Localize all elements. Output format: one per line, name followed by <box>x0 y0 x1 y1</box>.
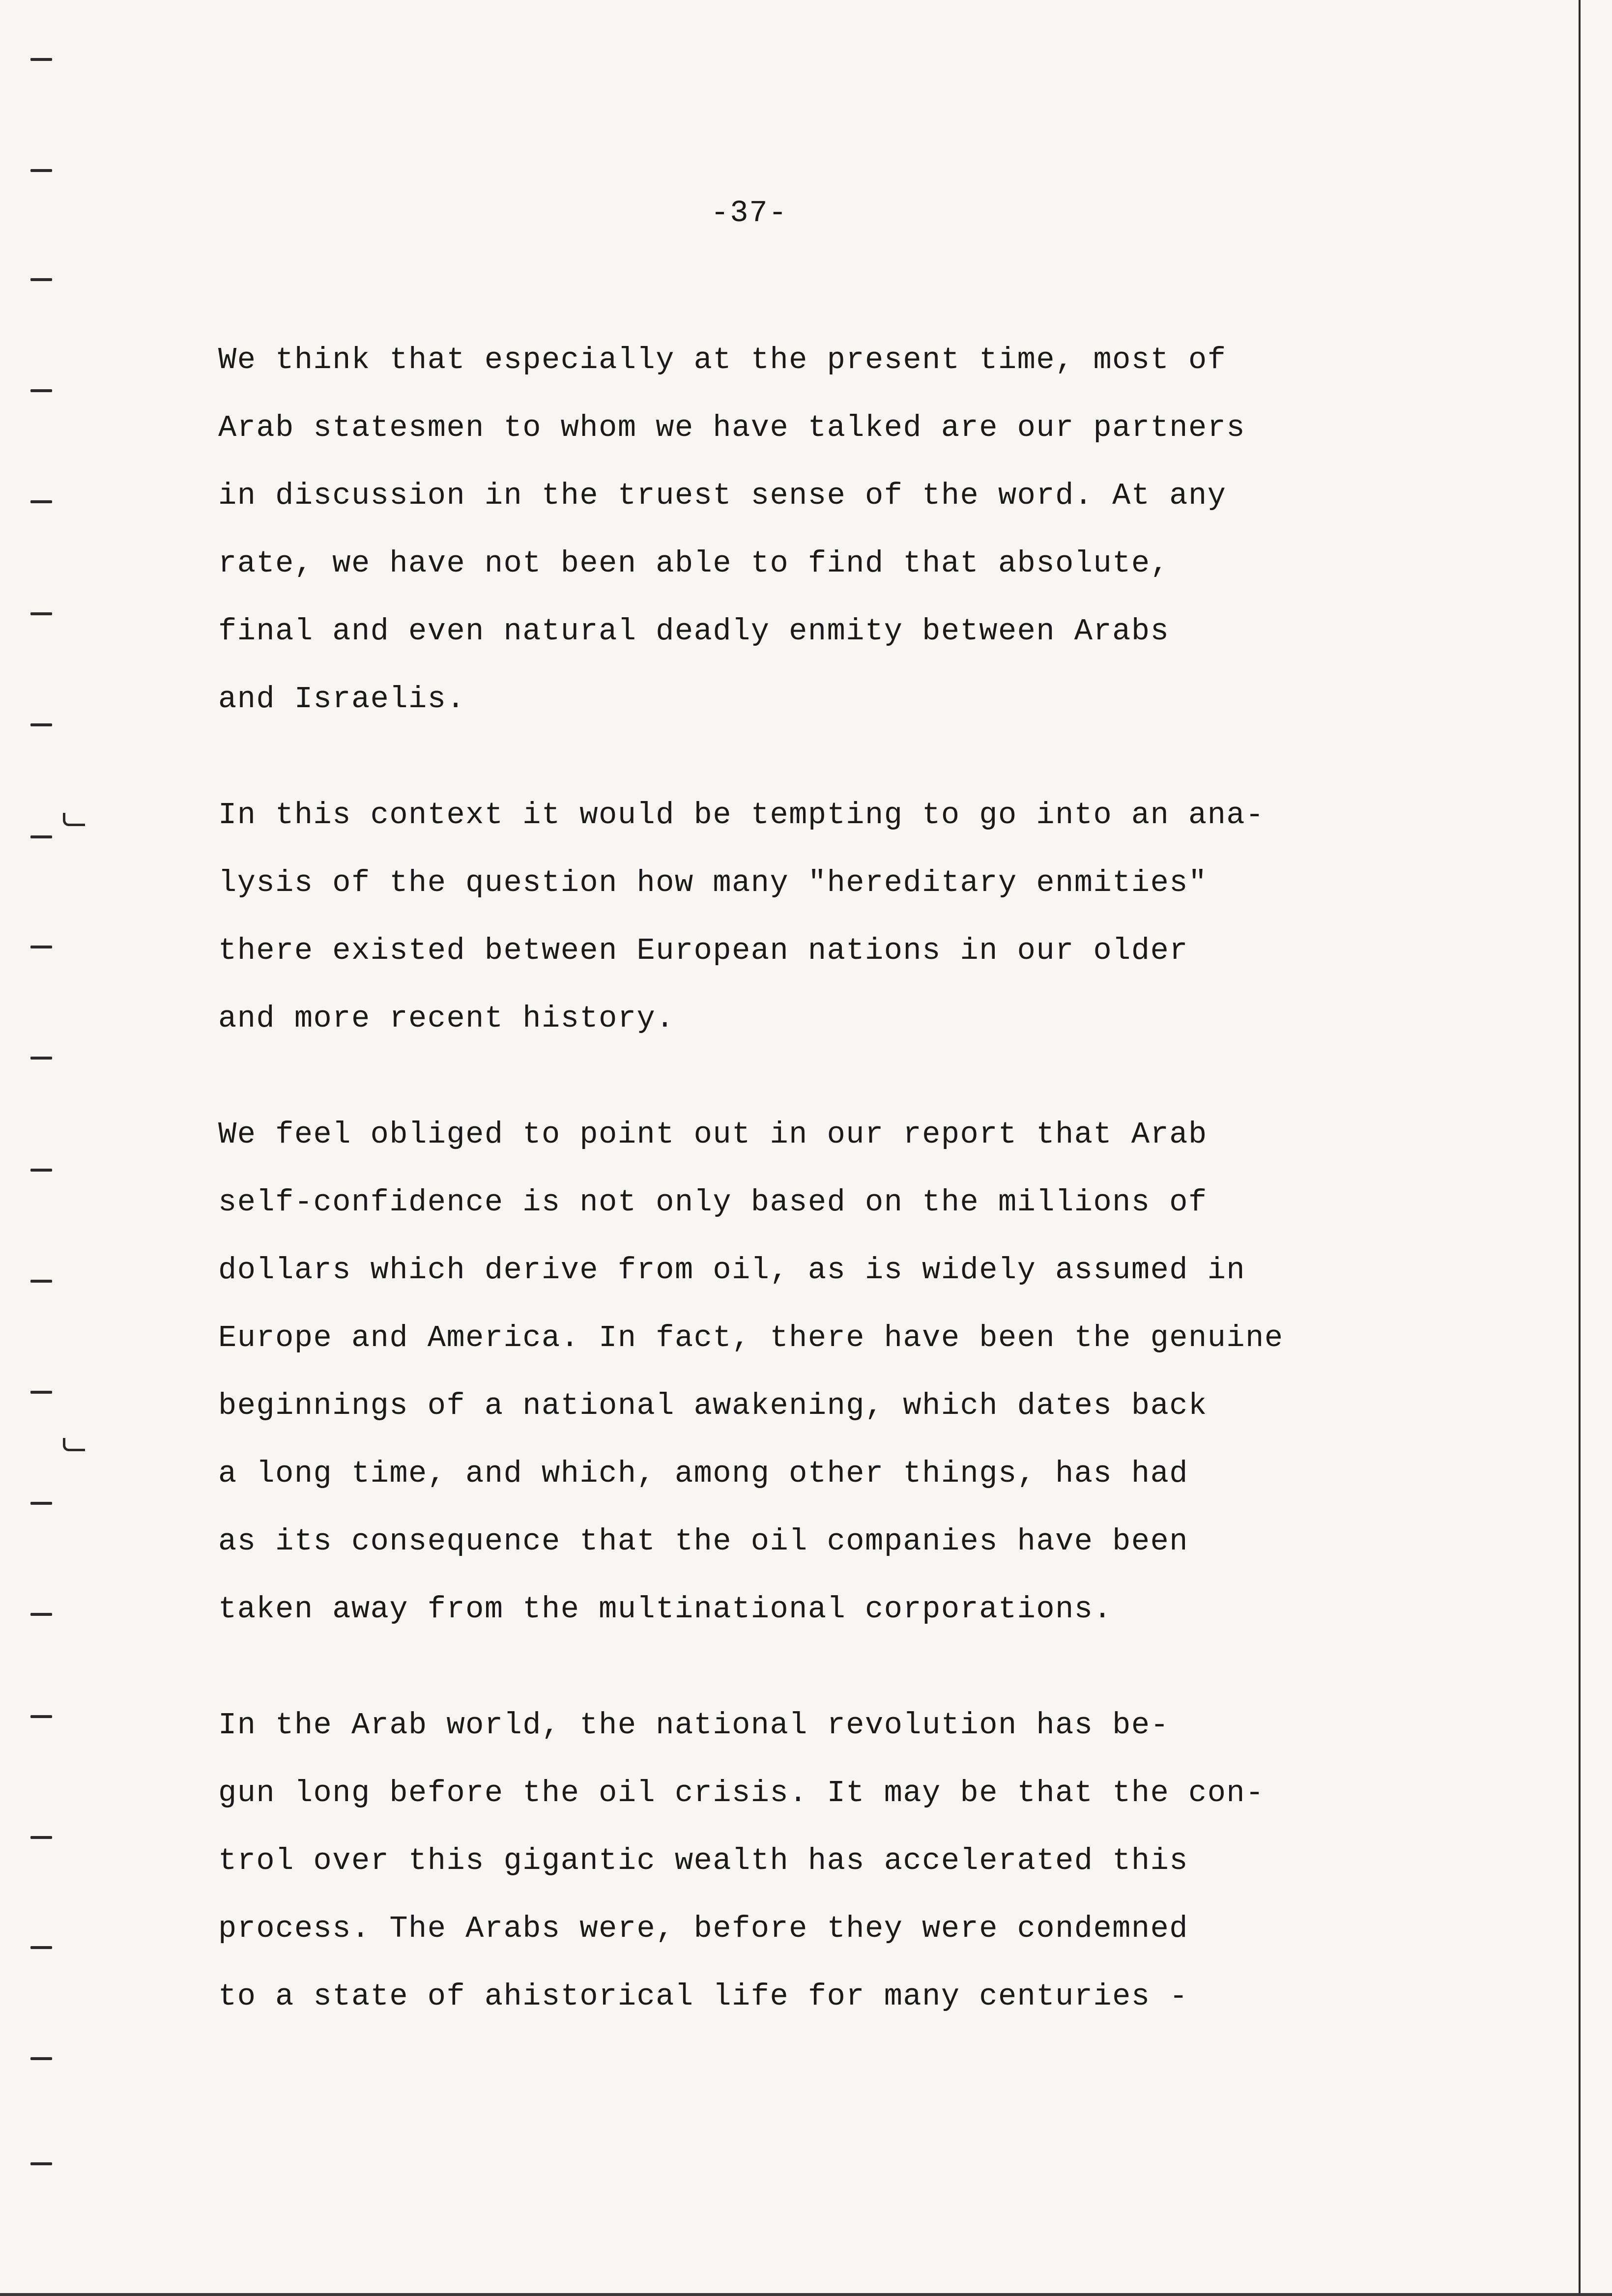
text-line: to a state of ahistorical life for many centuries - <box>218 1979 1189 2014</box>
text-line: process. The Arabs were, before they were condemned <box>218 1911 1189 1946</box>
margin-mark <box>30 1502 52 1505</box>
margin-mark <box>30 835 52 838</box>
margin-mark <box>30 169 52 172</box>
margin-mark <box>30 1613 52 1616</box>
margin-mark <box>30 723 52 726</box>
scan-bottom-border <box>0 2293 1612 2296</box>
body-text <box>218 326 1408 2031</box>
text-line: rate, we have not been able to find that absolute, <box>218 546 1170 581</box>
text-line: self-confidence is not only based on the millions of <box>218 1185 1208 1220</box>
text-line: and more recent history. <box>218 1001 675 1036</box>
text-line: We feel obliged to point out in our report that Arab <box>218 1117 1208 1152</box>
text-line: lysis of the question how many "hereditary enmities" <box>218 865 1208 900</box>
margin-mark <box>30 1715 52 1718</box>
text-line: and Israelis. <box>218 682 466 717</box>
margin-mark <box>30 2057 52 2060</box>
margin-mark <box>30 1391 52 1394</box>
text-line: there existed between European nations in our older <box>218 933 1189 968</box>
text-line: We think that especially at the present time, most of <box>218 343 1227 377</box>
text-line: in discussion in the truest sense of the word. At any <box>218 478 1227 513</box>
margin-mark <box>30 1169 52 1172</box>
paragraph <box>218 326 1408 733</box>
text-line: Europe and America. In fact, there have been the genuine <box>218 1320 1284 1355</box>
text-line: trol over this gigantic wealth has accelerated this <box>218 1843 1189 1878</box>
margin-tick <box>63 1438 85 1451</box>
paragraph <box>218 1692 1408 2031</box>
text-line: dollars which derive from oil, as is widely assumed in <box>218 1253 1246 1288</box>
text-line: gun long before the oil crisis. It may be that the con- <box>218 1776 1265 1810</box>
paragraph <box>218 1101 1408 1643</box>
margin-mark <box>30 1280 52 1283</box>
margin-mark <box>30 946 52 948</box>
margin-mark <box>30 1946 52 1949</box>
margin-mark <box>30 58 52 61</box>
text-line: In this context it would be tempting to go into an ana- <box>218 798 1265 832</box>
scan-right-border <box>1579 0 1581 2296</box>
margin-mark <box>30 612 52 615</box>
margin-mark <box>30 500 52 503</box>
margin-mark <box>30 1836 52 1839</box>
page-number: -37- <box>711 196 788 230</box>
margin-tick <box>63 813 85 826</box>
margin-mark <box>30 389 52 392</box>
text-line: as its consequence that the oil companies have been <box>218 1524 1189 1559</box>
margin-mark <box>30 1057 52 1060</box>
text-line: final and even natural deadly enmity between Arabs <box>218 614 1170 649</box>
margin-mark <box>30 278 52 281</box>
text-line: Arab statesmen to whom we have talked are our partners <box>218 410 1246 445</box>
text-line: a long time, and which, among other things, has had <box>218 1456 1189 1491</box>
paragraph <box>218 781 1408 1053</box>
text-line: beginnings of a national awakening, which dates back <box>218 1388 1208 1423</box>
text-line: taken away from the multinational corporations. <box>218 1592 1113 1627</box>
margin-mark <box>30 2162 52 2165</box>
text-line: In the Arab world, the national revolution has be- <box>218 1708 1170 1743</box>
